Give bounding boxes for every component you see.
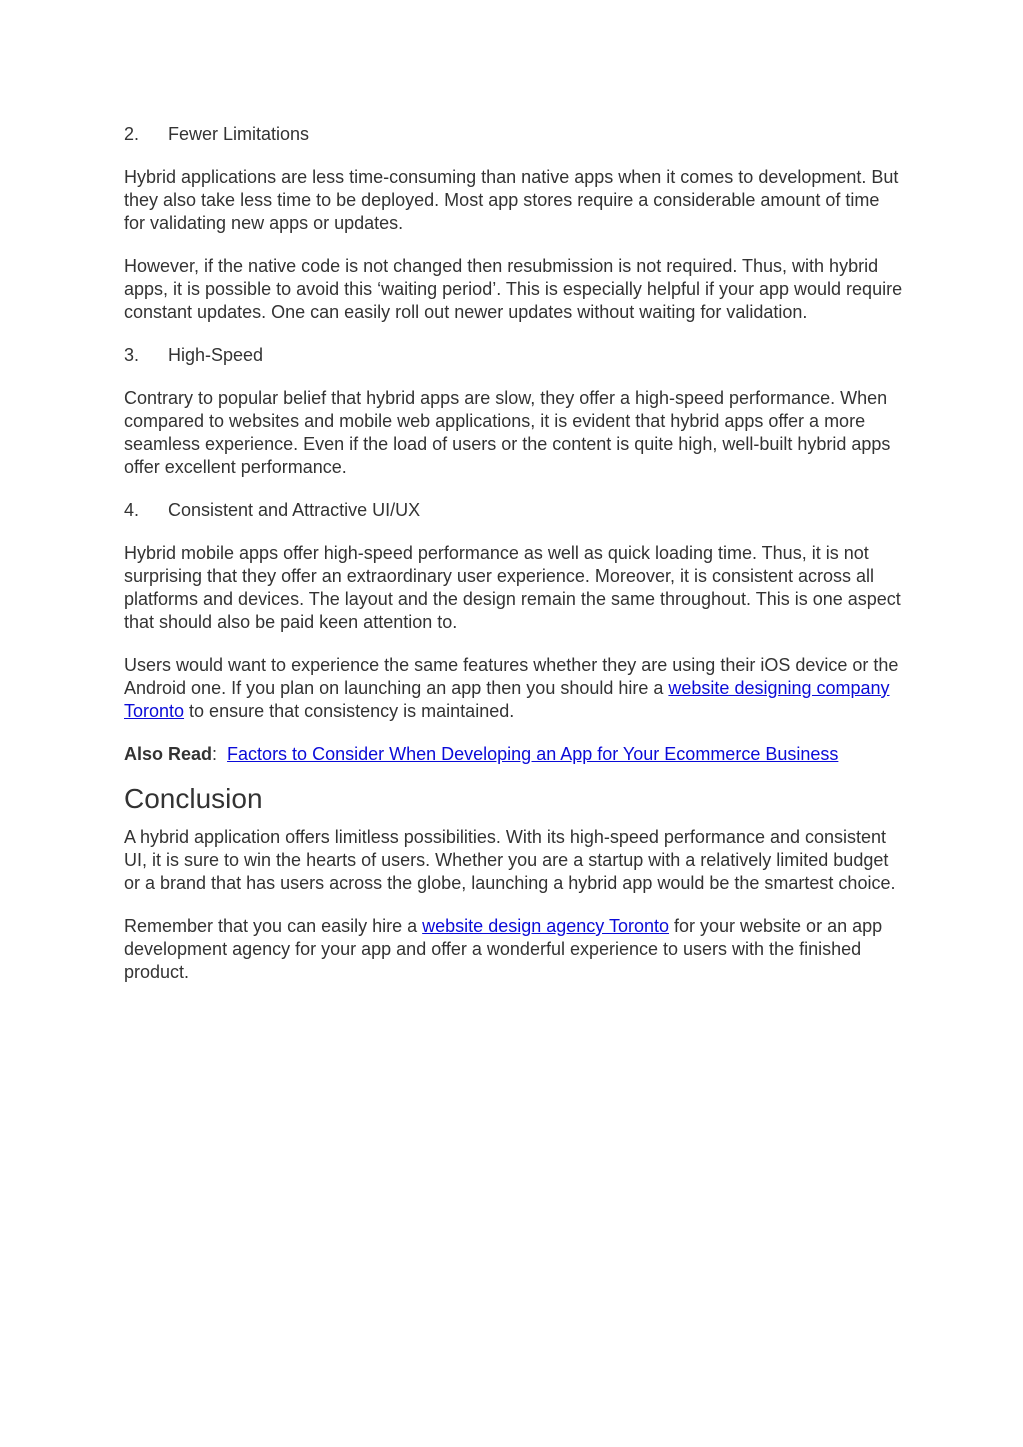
- paragraph-text: to ensure that consistency is maintained.: [184, 701, 515, 721]
- list-item-fewer-limitations: [124, 123, 904, 146]
- paragraph-text: Users would want to experience the same features whether they are using their iOS device or the Android one. If you plan on launching an app then you should hire a: [124, 655, 899, 698]
- link-also-read-article[interactable]: Factors to Consider When Developing an App for Your Ecommerce Business: [227, 744, 839, 764]
- paragraph-conclusion: A hybrid application offers limitless possibilities. With its high-speed performance and consistent UI, it is sure to win the hearts of users. Whether you are a startup with a relatively limited budget or a brand that has users across the globe, launching a hybrid app would be the smartest choice.: [124, 827, 896, 893]
- paragraph-consistency: [124, 654, 904, 723]
- also-read-label: Also Read: [124, 744, 213, 764]
- paragraph-performance: Contrary to popular belief that hybrid apps are slow, they offer a high-speed performance. When compared to websites and mobile web applications, it is evident that hybrid apps offer a more seamless experience. Even if the load of users or the content is quite high, well-built hybrid apps offer excellent performance.: [124, 388, 891, 477]
- document-page: [124, 123, 904, 1004]
- paragraph-time-consuming: Hybrid applications are less time-consuming than native apps when it comes to development. But they also take less time to be deployed. Most app stores require a considerable amount of time for validating new apps or updates.: [124, 167, 899, 233]
- list-label: Fewer Limitations: [168, 124, 310, 144]
- list-number: 4.: [124, 500, 140, 520]
- also-read-separator: :: [212, 744, 228, 764]
- list-item-high-speed: [124, 344, 904, 367]
- also-read: [124, 743, 904, 766]
- list-label: Consistent and Attractive UI/UX: [168, 500, 421, 520]
- list-number: 2.: [124, 124, 140, 144]
- list-number: 3.: [124, 345, 140, 365]
- list-item-ui-ux: [124, 499, 904, 522]
- paragraph-resubmission: However, if the native code is not changed then resubmission is not required. Thus, with hybrid apps, it is possible to avoid this ‘waiting period’. This is especially helpful if your app would require constant updates. One can easily roll out newer updates without waiting for validation.: [124, 256, 903, 322]
- paragraph-text: for your website or an app development agency for your app and offer a wonderful experience to users with the finished product.: [124, 916, 883, 982]
- list-label: High-Speed: [168, 345, 264, 365]
- paragraph-loading-time: Hybrid mobile apps offer high-speed performance as well as quick loading time. Thus, it is not surprising that they offer an extraordinary user experience. Moreover, it is consistent across all platforms and devices. The layout and the design remain the same throughout. This is one aspect that should also be paid keen attention to.: [124, 543, 901, 632]
- link-website-designing-company[interactable]: website designing company Toronto: [124, 678, 890, 721]
- conclusion-heading: Conclusion: [124, 783, 263, 814]
- paragraph-text: Remember that you can easily hire a: [124, 916, 423, 936]
- link-website-design-agency[interactable]: website design agency Toronto: [422, 916, 669, 936]
- paragraph-remember: [124, 915, 904, 984]
